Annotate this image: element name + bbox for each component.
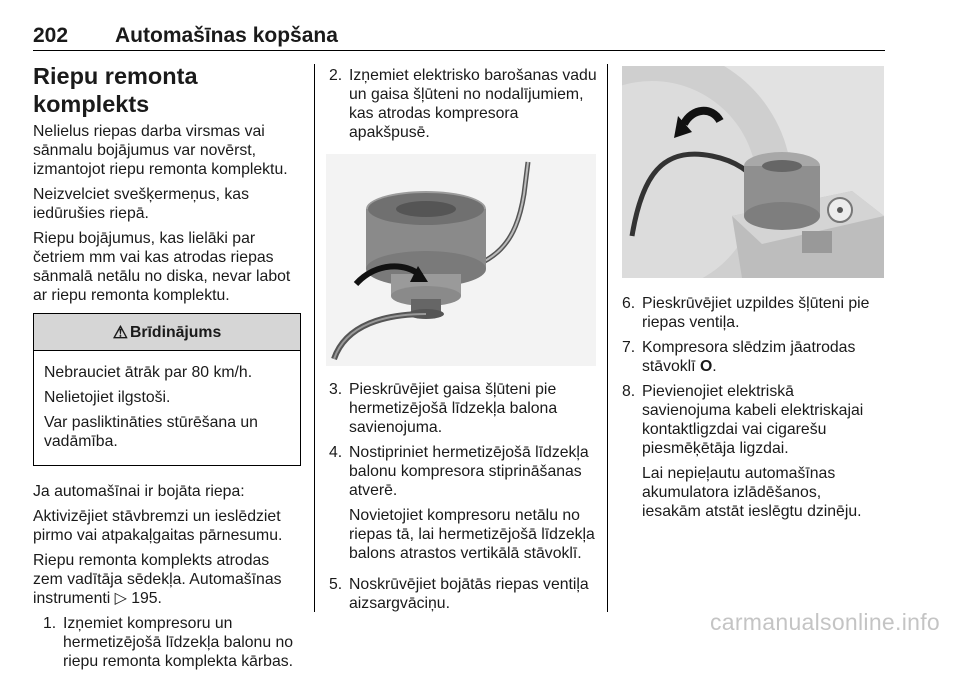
steps-list xyxy=(329,380,599,613)
list-item xyxy=(329,66,599,142)
reference-arrow-icon: ▷ xyxy=(114,590,127,607)
step-number: 7. xyxy=(622,339,636,356)
warning-header xyxy=(34,314,300,351)
step-number: 3. xyxy=(329,381,343,398)
warning-line: Nebrauciet ātrāk par 80 km/h. xyxy=(44,364,253,381)
list-item xyxy=(329,380,599,437)
step-text: Izņemiet kompresoru un hermetizējošā līdzekļa balonu no riepu remonta komplekta kārbas. xyxy=(63,615,294,670)
illustration-compressor xyxy=(622,66,884,278)
reference-page: 195. xyxy=(131,590,162,607)
step-text: Noskrūvējiet bojātās riepas ventiļa aizsargvāciņu. xyxy=(349,576,589,612)
step-text: Kompresora slēdzim jāatrodas stāvoklī xyxy=(642,339,856,375)
step-number: 8. xyxy=(622,383,636,400)
warning-line: Nelietojiet ilgstoši. xyxy=(44,389,171,406)
column-divider xyxy=(314,64,315,612)
warning-box xyxy=(33,313,301,466)
paragraph: Riepu bojājumus, kas lielāki par četriem mm vai kas atrodas riepas sānmalā netālu no diska, nevar labot ar riepu remonta komplektu. xyxy=(33,230,291,304)
illustration-hose-connection xyxy=(326,154,596,366)
paragraph xyxy=(33,551,301,608)
step-text: Pieskrūvējiet uzpildes šļūteni pie riepas ventiļa. xyxy=(642,295,870,331)
switch-position: O xyxy=(699,358,713,375)
step-number: 1. xyxy=(43,615,57,632)
column-right xyxy=(622,62,884,533)
list-item xyxy=(622,382,884,527)
steps-list xyxy=(33,614,301,671)
step-content xyxy=(349,443,599,569)
column-left xyxy=(33,62,301,677)
page-number: 202 xyxy=(33,24,69,47)
step-text: Pieskrūvējiet gaisa šļūteni pie hermetizējošā līdzekļa balona savienojuma. xyxy=(349,381,558,436)
steps-list xyxy=(329,66,599,142)
step-note: Lai nepieļautu automašīnas akumulatora izlādēšanos, iesakām atstāt ieslēgtu dzinēju. xyxy=(642,465,862,520)
paragraph: Nelielus riepas darba virsmas vai sānmalu bojājumus var novērst, izmantojot riepu remonta komplektu. xyxy=(33,123,288,178)
reference-text: Riepu remonta komplekts atrodas zem vadītāja sēdekļa. Automašīnas instrumenti xyxy=(33,552,282,607)
step-text: Nostipriniet hermetizējošā līdzekļa balonu kompresora stiprināšanas atverē. xyxy=(349,444,589,499)
step-text: Izņemiet elektrisko barošanas vadu un gaisa šļūteni no nodalījumiem, kas atrodas kompresora apakšpusē. xyxy=(349,67,597,141)
list-item xyxy=(329,443,599,569)
step-number: 5. xyxy=(329,576,343,593)
warning-triangle-icon: ⚠ xyxy=(112,322,128,342)
column-divider xyxy=(607,64,608,612)
step-number: 2. xyxy=(329,67,343,84)
page-header xyxy=(33,24,885,51)
step-text: Pievienojiet elektriskā savienojuma kabeli elektriskajai kontaktligzdai vai cigarešu piesmēķētāja ligzdai. xyxy=(642,383,864,457)
paragraph: Ja automašīnai ir bojāta riepa: xyxy=(33,483,245,500)
step-end: . xyxy=(712,358,717,375)
list-item xyxy=(43,614,301,671)
paragraph: Aktivizējiet stāvbremzi un ieslēdziet pirmo vai atpakaļgaitas pārnesumu. xyxy=(33,508,283,544)
section-title: Riepu remonta komplekts xyxy=(33,63,198,117)
steps-list xyxy=(622,294,884,527)
illustration-svg xyxy=(622,66,884,278)
list-item xyxy=(622,338,884,376)
warning-line: Var pasliktināties stūrēšana un vadāmība. xyxy=(44,414,258,450)
chapter-title: Automašīnas kopšana xyxy=(115,24,338,47)
warning-title: Brīdinājums xyxy=(129,323,222,341)
watermark: carmanualsonline.info xyxy=(709,609,940,635)
column-middle xyxy=(329,66,599,619)
list-item xyxy=(622,294,884,332)
step-number: 4. xyxy=(329,444,343,461)
step-content xyxy=(642,382,884,527)
step-number: 6. xyxy=(622,295,636,312)
step-note: Novietojiet kompresoru netālu no riepas tā, lai hermetizējošā līdzekļa balons atrastos vertikālā stāvoklī. xyxy=(349,507,595,562)
warning-body xyxy=(34,351,300,465)
step-content xyxy=(642,338,884,376)
paragraph: Neizvelciet svešķermeņus, kas iedūrušies riepā. xyxy=(33,186,249,222)
illustration-svg xyxy=(326,154,596,366)
list-item xyxy=(329,575,599,613)
